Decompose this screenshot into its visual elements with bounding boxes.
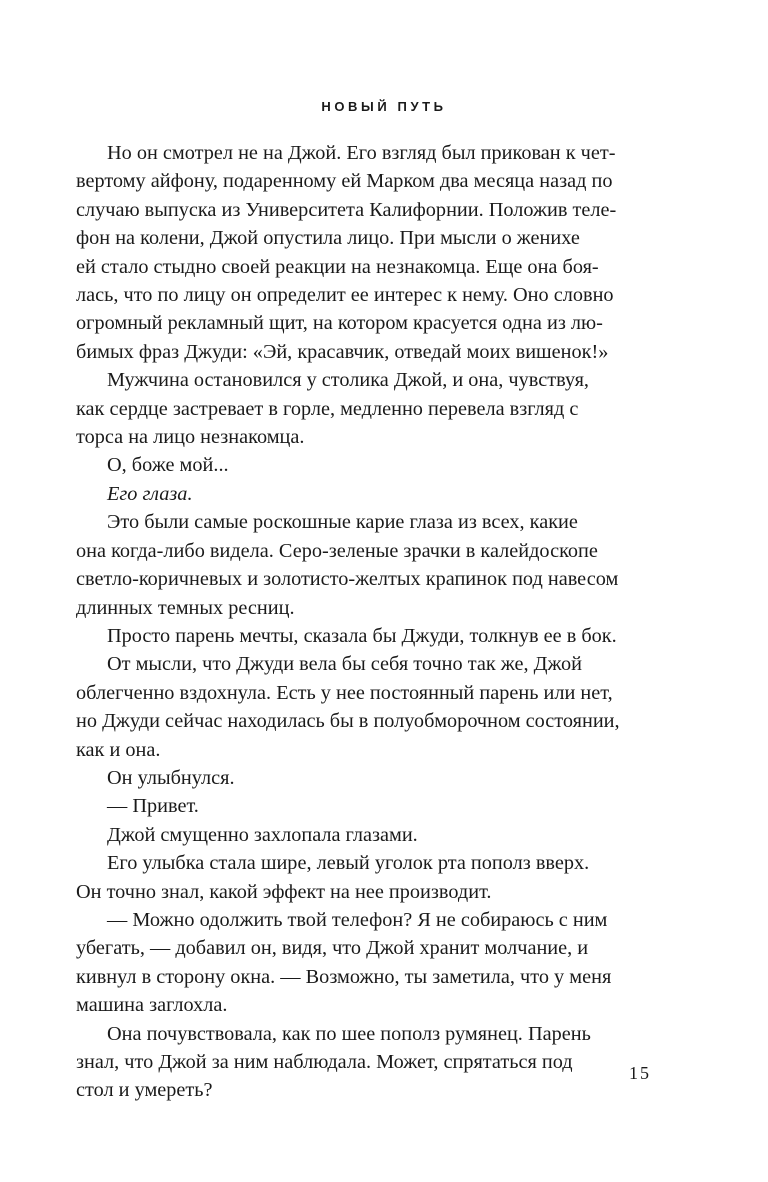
running-head: НОВЫЙ ПУТЬ [321,99,447,114]
paragraph: От мысли, что Джуди вела бы себя точно так же, Джой облегченно вздохнула. Есть у нее постоянный парень или нет, но Джуди сейчас находилась бы в полуобморочном состоянии, как и она. [76,653,620,761]
paragraph: Мужчина остановился у столика Джой, и она, чувствуя, как сердце застревает в горле, медленно перевела взгляд с торса на лицо незнакомца. [76,369,589,449]
paragraph: О, боже мой... [107,454,229,477]
paragraph: — Привет. [107,795,199,818]
paragraph: Джой смущенно захлопала глазами. [107,823,418,846]
paragraph: Она почувствовала, как по шее пополз румянец. Парень знал, что Джой за ним наблюдала. Может, спрятаться под стол и умереть? [76,1022,591,1102]
paragraph: — Можно одолжить твой телефон? Я не собираюсь с ним убегать, — добавил он, видя, что Джой хранит молчание, и кивнул в сторону окна. — Возможно, ты заметила, что у меня машина заглохла. [76,908,612,1017]
body-text [76,139,650,1105]
paragraph: Просто парень мечты, сказала бы Джуди, толкнув ее в бок. [107,624,617,647]
paragraph: Его улыбка стала шире, левый уголок рта пополз вверх. Он точно знал, какой эффект на нее производит. [76,852,590,903]
paragraph-italic: Его глаза. [107,482,193,505]
page-number: 15 [629,1063,651,1083]
paragraph: Он улыбнулся. [107,766,235,789]
paragraph: Это были самые роскошные карие глаза из всех, какие она когда-либо видела. Серо-зеленые зрачки в калейдоскопе светло-коричневых и золотисто-желтых крапинок под навесом длинных темных ресниц. [76,511,619,619]
paragraph: Но он смотрел не на Джой. Его взгляд был прикован к чет- вертому айфону, подаренному ей Марком два месяца назад по случаю выпуска из Университета Калифорнии. Положив теле- фон на колени, Джой опустила лицо. При мысли о женихе ей стало стыдно своей реакции на незнакомца. Еще она боя- лась, что по лицу он определит ее интерес к нему. Оно словно огромный рекламный щит, на котором красуется одна из лю- бимых фраз Джуди: «Эй, красавчик, отведай моих вишенок!» [76,142,617,363]
